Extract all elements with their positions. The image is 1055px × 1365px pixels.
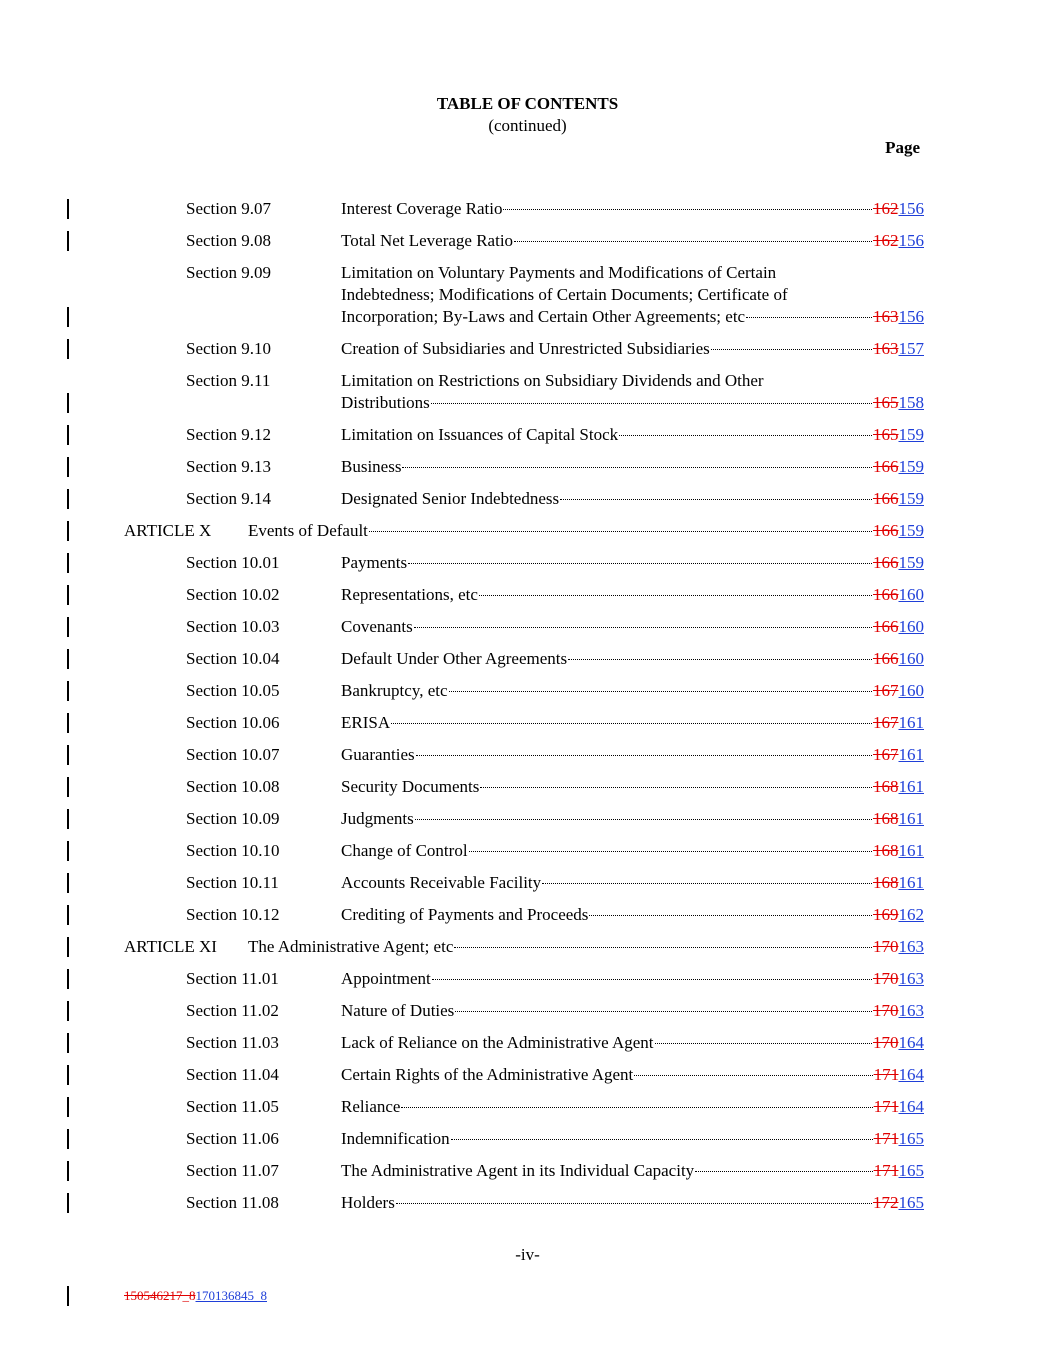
entry-title-line: Certain Rights of the Administrative Agent [341, 1065, 634, 1084]
dot-leader [480, 786, 872, 788]
dot-leader [479, 594, 872, 596]
change-bar [67, 841, 69, 861]
entry-title-row [341, 873, 924, 893]
section-number: Section 10.04 [186, 649, 280, 668]
inserted-page-number: 156 [898, 199, 924, 218]
entry-title-line: Security Documents [341, 777, 480, 796]
page-numbers [873, 521, 924, 541]
entry-title-line: Interest Coverage Ratio [341, 199, 503, 218]
change-bar [67, 393, 69, 413]
entry-title-line: Limitation on Voluntary Payments and Modifications of Certain [341, 263, 777, 282]
inserted-page-number: 165 [898, 1161, 924, 1180]
entry-title-line: Incorporation; By-Laws and Certain Other Agreements; etc [341, 307, 746, 326]
section-number: Section 10.02 [186, 585, 280, 604]
footer-page-number: -iv- [515, 1245, 540, 1264]
deleted-page-number: 170 [873, 969, 899, 988]
section-number: Section 10.10 [186, 841, 280, 860]
toc-title: TABLE OF CONTENTS [436, 94, 619, 113]
entry-title-row [341, 489, 924, 509]
entry-title-row [341, 307, 924, 327]
dot-leader [369, 530, 872, 532]
entry-title-row [341, 617, 924, 637]
inserted-page-number: 163 [898, 937, 924, 956]
section-number: Section 10.06 [186, 713, 280, 732]
entry-title-row [341, 231, 924, 251]
change-bar [67, 521, 69, 541]
deleted-page-number: 162 [873, 231, 899, 250]
inserted-page-number: 163 [898, 1001, 924, 1020]
inserted-page-number: 161 [898, 809, 924, 828]
entry-title-row [341, 585, 924, 605]
entry-title-row [341, 649, 924, 669]
dot-leader [503, 208, 872, 210]
change-bar [67, 969, 69, 989]
section-number: Section 9.08 [186, 231, 271, 250]
deleted-page-number: 171 [873, 1097, 899, 1116]
inserted-page-number: 156 [898, 307, 924, 326]
change-bar [67, 777, 69, 797]
entry-title-row [341, 339, 924, 359]
page-numbers [873, 393, 924, 413]
dot-leader [514, 240, 872, 242]
inserted-page-number: 159 [898, 553, 924, 572]
entry-title-line: Business [341, 457, 402, 476]
deleted-page-number: 166 [873, 553, 899, 572]
deleted-page-number: 163 [873, 307, 899, 326]
section-number: Section 11.07 [186, 1161, 279, 1180]
page-numbers [873, 777, 924, 797]
change-bar [67, 1033, 69, 1053]
inserted-page-number: 160 [898, 585, 924, 604]
inserted-page-number: 160 [898, 681, 924, 700]
entry-title-row [341, 553, 924, 573]
deleted-page-number: 165 [873, 425, 899, 444]
change-bar [67, 937, 69, 957]
entry-title-line: Default Under Other Agreements [341, 649, 568, 668]
change-bar [67, 307, 69, 327]
inserted-page-number: 164 [898, 1033, 924, 1052]
entry-title-line: Lack of Reliance on the Administrative Agent [341, 1033, 654, 1052]
section-number: Section 10.08 [186, 777, 280, 796]
entry-title-line: Change of Control [341, 841, 468, 860]
page-numbers [873, 617, 924, 637]
dot-leader [455, 1010, 872, 1012]
entry-title-line: Reliance [341, 1097, 401, 1116]
document-id-inserted: 170136845_8 [195, 1288, 267, 1303]
dot-leader [469, 850, 872, 852]
deleted-page-number: 172 [873, 1193, 899, 1212]
deleted-page-number: 166 [873, 457, 899, 476]
dot-leader [431, 402, 872, 404]
change-bar [67, 553, 69, 573]
inserted-page-number: 160 [898, 617, 924, 636]
deleted-page-number: 167 [873, 713, 899, 732]
inserted-page-number: 157 [898, 339, 924, 358]
page-numbers [873, 681, 924, 701]
deleted-page-number: 166 [873, 489, 899, 508]
deleted-page-number: 166 [873, 649, 899, 668]
entry-title-line: Accounts Receivable Facility [341, 873, 542, 892]
section-number: Section 11.01 [186, 969, 279, 988]
entry-title-line: Judgments [341, 809, 414, 828]
page-numbers [873, 905, 924, 925]
dot-leader [391, 722, 872, 724]
change-bar [67, 425, 69, 445]
inserted-page-number: 163 [898, 969, 924, 988]
inserted-page-number: 159 [898, 489, 924, 508]
section-number: Section 10.07 [186, 745, 280, 764]
entry-title-line: Nature of Duties [341, 1001, 455, 1020]
change-bar [67, 649, 69, 669]
deleted-page-number: 171 [873, 1065, 899, 1084]
entry-title-line: Total Net Leverage Ratio [341, 231, 514, 250]
entry-title-row [341, 777, 924, 797]
page-numbers [873, 1001, 924, 1021]
page-numbers [873, 307, 924, 327]
section-number: Section 10.03 [186, 617, 280, 636]
entry-title-line: Guaranties [341, 745, 415, 764]
deleted-page-number: 167 [873, 681, 899, 700]
entry-title-line: Indebtedness; Modifications of Certain Documents; Certificate of [341, 285, 788, 304]
entry-title-line: Representations, etc [341, 585, 478, 604]
change-bar [67, 1129, 69, 1149]
page-numbers [873, 489, 924, 509]
inserted-page-number: 164 [898, 1065, 924, 1084]
deleted-page-number: 162 [873, 199, 899, 218]
inserted-page-number: 159 [898, 521, 924, 540]
entry-title-row [341, 457, 924, 477]
deleted-page-number: 163 [873, 339, 899, 358]
page-numbers [873, 1033, 924, 1053]
inserted-page-number: 159 [898, 457, 924, 476]
deleted-page-number: 166 [873, 585, 899, 604]
page-numbers [874, 1097, 924, 1117]
entry-title-row [341, 199, 924, 219]
change-bar [67, 617, 69, 637]
change-bar [67, 457, 69, 477]
dot-leader [711, 348, 872, 350]
change-bar [67, 1193, 69, 1213]
change-bar [67, 199, 69, 219]
page-numbers [874, 1065, 924, 1085]
page-numbers [873, 457, 924, 477]
dot-leader [589, 914, 872, 916]
entry-title-row [341, 1065, 924, 1085]
entry-title-line: Limitation on Issuances of Capital Stock [341, 425, 619, 444]
section-number: Section 9.09 [186, 263, 271, 282]
section-number: Section 10.11 [186, 873, 279, 892]
dot-leader [542, 882, 872, 884]
section-number: Section 11.08 [186, 1193, 279, 1212]
page-numbers [874, 1161, 924, 1181]
section-number: Section 9.10 [186, 339, 271, 358]
deleted-page-number: 166 [873, 617, 899, 636]
section-number: Section 9.13 [186, 457, 271, 476]
entry-title-row [341, 745, 924, 765]
inserted-page-number: 158 [898, 393, 924, 412]
change-bar [67, 873, 69, 893]
dot-leader [432, 978, 872, 980]
inserted-page-number: 161 [898, 777, 924, 796]
dot-leader [619, 434, 872, 436]
section-number: Section 10.09 [186, 809, 280, 828]
entry-title-line: ERISA [341, 713, 391, 732]
page-numbers [873, 1193, 924, 1213]
inserted-page-number: 165 [898, 1129, 924, 1148]
toc-subtitle: (continued) [488, 116, 567, 135]
dot-leader [655, 1042, 872, 1044]
change-bar [67, 231, 69, 251]
page-column-label: Page [885, 138, 920, 157]
change-bar [67, 585, 69, 605]
dot-leader [746, 316, 872, 318]
dot-leader [415, 818, 872, 820]
deleted-page-number: 168 [873, 809, 899, 828]
section-number: Section 9.14 [186, 489, 271, 508]
inserted-page-number: 161 [898, 841, 924, 860]
entry-title-row [341, 1129, 924, 1149]
change-bar [67, 713, 69, 733]
dot-leader [451, 1138, 873, 1140]
section-number: Section 9.11 [186, 371, 271, 390]
section-number: Section 11.06 [186, 1129, 279, 1148]
deleted-page-number: 170 [873, 1033, 899, 1052]
deleted-page-number: 171 [873, 1161, 899, 1180]
dot-leader [560, 498, 872, 500]
entry-title-line: Limitation on Restrictions on Subsidiary Dividends and Other [341, 371, 764, 390]
inserted-page-number: 156 [898, 231, 924, 250]
entry-title-row [341, 905, 924, 925]
dot-leader [634, 1074, 872, 1076]
section-number: Section 9.12 [186, 425, 271, 444]
inserted-page-number: 159 [898, 425, 924, 444]
page-numbers [873, 231, 924, 251]
document-id [124, 1288, 267, 1304]
page-numbers [873, 425, 924, 445]
document-id-deleted: 150546217_8 [124, 1288, 196, 1303]
inserted-page-number: 160 [898, 649, 924, 668]
inserted-page-number: 164 [898, 1097, 924, 1116]
change-bar [67, 489, 69, 509]
change-bar [67, 681, 69, 701]
change-bar [67, 1097, 69, 1117]
change-bar [67, 809, 69, 829]
page-numbers [873, 841, 924, 861]
deleted-page-number: 169 [873, 905, 899, 924]
entry-title-row [341, 1001, 924, 1021]
page-numbers [873, 713, 924, 733]
section-number: Section 10.05 [186, 681, 280, 700]
inserted-page-number: 165 [898, 1193, 924, 1212]
dot-leader [449, 690, 872, 692]
page-numbers [874, 1129, 924, 1149]
page-numbers [873, 585, 924, 605]
change-bar [67, 1161, 69, 1181]
entry-title-row [341, 393, 924, 413]
deleted-page-number: 168 [873, 873, 899, 892]
dot-leader [402, 466, 872, 468]
section-number: Section 10.01 [186, 553, 280, 572]
page-numbers [873, 873, 924, 893]
page-numbers [873, 199, 924, 219]
entry-title-row [341, 1097, 924, 1117]
entry-title-row [341, 841, 924, 861]
change-bar [67, 905, 69, 925]
change-bar [67, 1065, 69, 1085]
inserted-page-number: 161 [898, 713, 924, 732]
section-number: Section 11.02 [186, 1001, 279, 1020]
dot-leader [396, 1202, 872, 1204]
section-number: Section 10.12 [186, 905, 280, 924]
entry-title-row [248, 521, 924, 541]
entry-title-row [248, 937, 924, 957]
page-numbers [873, 649, 924, 669]
dot-leader [568, 658, 872, 660]
entry-title-row [341, 681, 924, 701]
dot-leader [454, 946, 872, 948]
deleted-page-number: 168 [873, 841, 899, 860]
dot-leader [401, 1106, 872, 1108]
entry-title-line: Bankruptcy, etc [341, 681, 448, 700]
page-numbers [873, 969, 924, 989]
entry-title-line: Appointment [341, 969, 431, 988]
section-number: Section 11.04 [186, 1065, 279, 1084]
entry-title-row [341, 809, 924, 829]
change-bar [67, 1001, 69, 1021]
change-bar [67, 1286, 69, 1306]
entry-title-line: The Administrative Agent; etc [248, 937, 454, 956]
entry-title-line: Crediting of Payments and Proceeds [341, 905, 589, 924]
inserted-page-number: 162 [898, 905, 924, 924]
page-numbers [873, 745, 924, 765]
inserted-page-number: 161 [898, 745, 924, 764]
entry-title-line: Covenants [341, 617, 413, 636]
entry-title-line: Creation of Subsidiaries and Unrestricted Subsidiaries [341, 339, 710, 358]
entry-title-line: Events of Default [248, 521, 368, 540]
entry-title-line: Payments [341, 553, 408, 572]
page-numbers [873, 937, 924, 957]
dot-leader [416, 754, 872, 756]
entry-title-row [341, 713, 924, 733]
section-number: Section 11.05 [186, 1097, 279, 1116]
entry-title-row [341, 425, 924, 445]
entry-title-line: Distributions [341, 393, 430, 412]
entry-title-row [341, 1033, 924, 1053]
deleted-page-number: 170 [873, 937, 899, 956]
entry-title-line: Indemnification [341, 1129, 450, 1148]
section-number: Section 11.03 [186, 1033, 279, 1052]
dot-leader [408, 562, 872, 564]
deleted-page-number: 167 [873, 745, 899, 764]
entry-title-row [341, 969, 924, 989]
deleted-page-number: 168 [873, 777, 899, 796]
deleted-page-number: 170 [873, 1001, 899, 1020]
change-bar [67, 745, 69, 765]
dot-leader [414, 626, 872, 628]
dot-leader [695, 1170, 872, 1172]
page-numbers [873, 339, 924, 359]
page-numbers [873, 553, 924, 573]
article-number: ARTICLE XI [124, 937, 217, 956]
deleted-page-number: 166 [873, 521, 899, 540]
deleted-page-number: 165 [873, 393, 899, 412]
page-numbers [873, 809, 924, 829]
entry-title-row [341, 1161, 924, 1181]
change-bar [67, 339, 69, 359]
inserted-page-number: 161 [898, 873, 924, 892]
article-number: ARTICLE X [124, 521, 212, 540]
entry-title-row [341, 1193, 924, 1213]
entry-title-line: Holders [341, 1193, 395, 1212]
section-number: Section 9.07 [186, 199, 271, 218]
entry-title-line: Designated Senior Indebtedness [341, 489, 560, 508]
deleted-page-number: 171 [873, 1129, 899, 1148]
entry-title-line: The Administrative Agent in its Individual Capacity [341, 1161, 695, 1180]
